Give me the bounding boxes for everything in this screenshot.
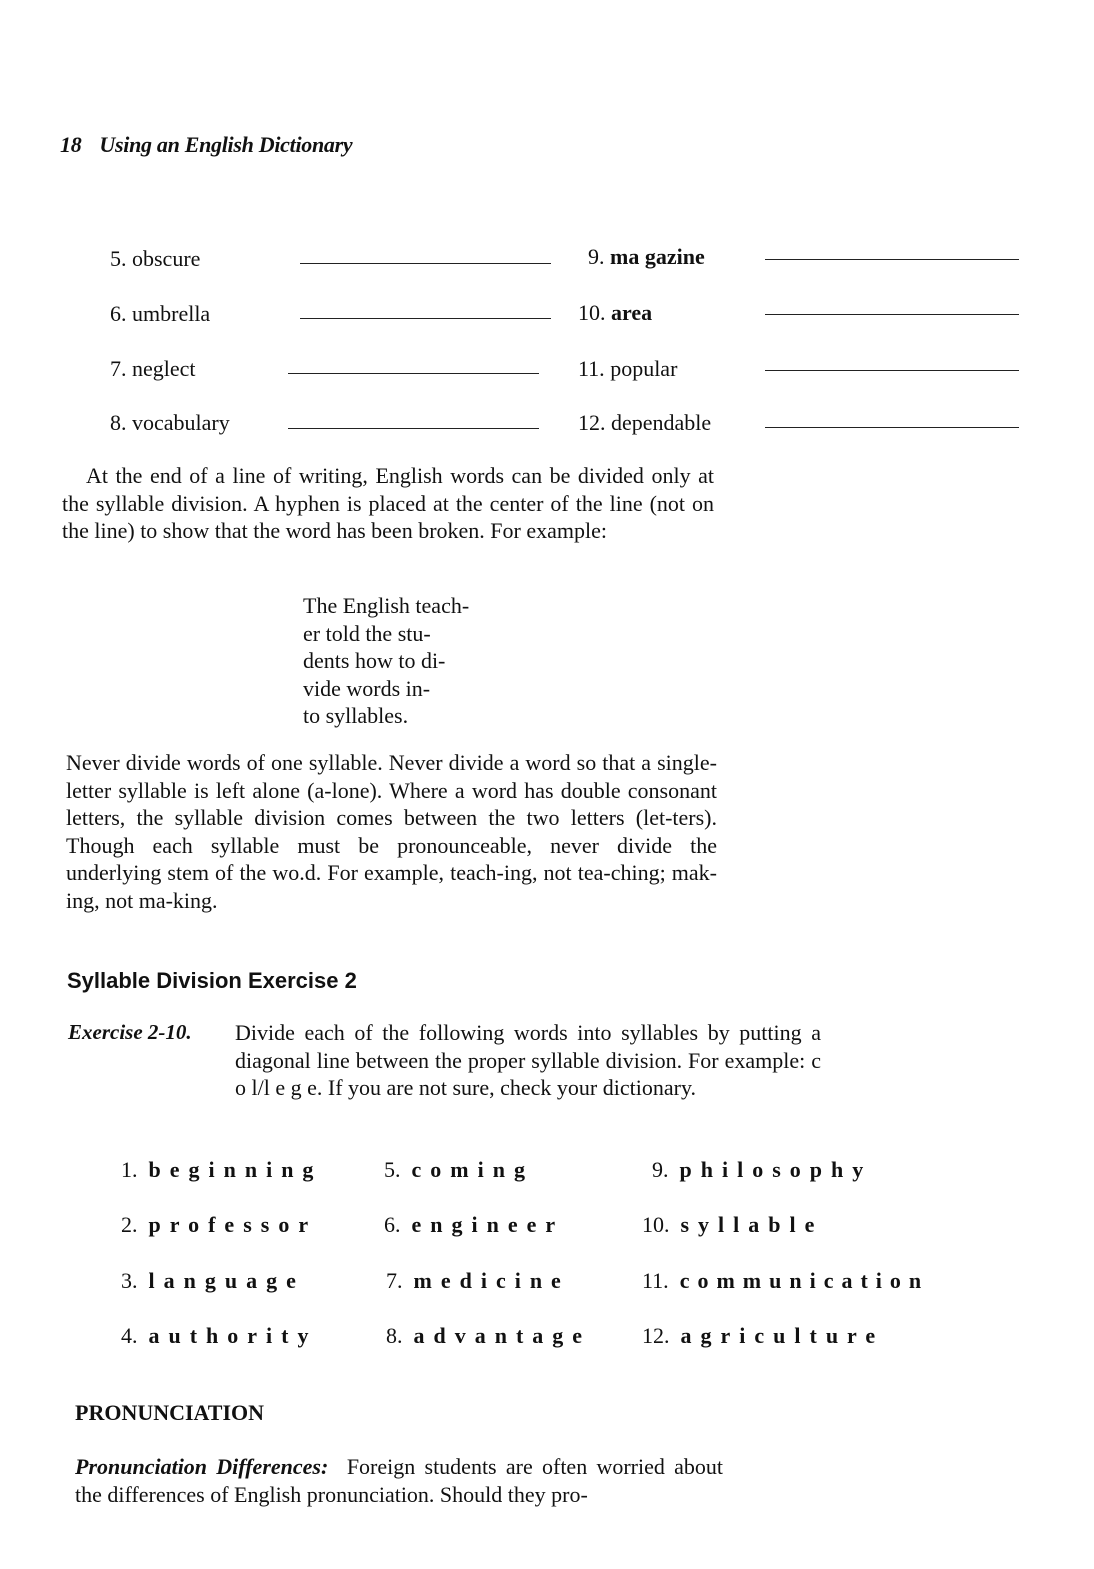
item-word: engineer bbox=[411, 1212, 565, 1237]
item-number: 5. bbox=[384, 1157, 401, 1182]
syllable-word-item bbox=[642, 1268, 929, 1294]
item-word: umbrella bbox=[132, 301, 211, 326]
fill-in-item bbox=[588, 244, 705, 270]
item-number: 8. bbox=[386, 1323, 403, 1348]
example-line: vide words in- bbox=[303, 675, 431, 701]
division-intro-paragraph: At the end of a line of writing, English words can be divided only at the syllable division. A hyphen is placed at the center of the line (not on the line) to show that the word has been broken. For example: bbox=[62, 463, 714, 543]
book-title: Using an English Dictionary bbox=[99, 132, 353, 157]
example-line: to syllables. bbox=[303, 703, 409, 728]
pronunciation-paragraph bbox=[75, 1453, 723, 1508]
item-word: syllable bbox=[680, 1212, 824, 1237]
item-number: 10. bbox=[578, 300, 606, 325]
item-number: 12. bbox=[642, 1323, 670, 1348]
item-number: 6. bbox=[384, 1212, 401, 1237]
item-number: 4. bbox=[121, 1323, 138, 1348]
pronunciation-lead: Pronunciation Differences: bbox=[75, 1454, 329, 1479]
item-word: professor bbox=[148, 1212, 318, 1237]
syllable-word-item bbox=[642, 1323, 884, 1349]
example-line: er told the stu- bbox=[303, 620, 431, 646]
item-word: area bbox=[611, 300, 653, 325]
answer-blank[interactable] bbox=[765, 427, 1019, 428]
answer-blank[interactable] bbox=[765, 370, 1019, 371]
item-word: coming bbox=[411, 1157, 534, 1182]
fill-in-item bbox=[110, 410, 230, 436]
division-rules-paragraph: Never divide words of one syllable. Never divide a word so that a single-letter syllable is left alone (a-lone). Where a word has double consonant letters, the syllable division comes between the two letters (let-ters). Though each syllable must be pronounceable, never divide the underlying stem of the wo.d. For example, teach-ing, not tea-ching; mak-ing, not ma-king. bbox=[66, 750, 717, 913]
section-title: Syllable Division Exercise 2 bbox=[67, 968, 357, 993]
item-number: 2. bbox=[121, 1212, 138, 1237]
hyphenation-example bbox=[303, 592, 513, 730]
item-word: language bbox=[148, 1268, 305, 1293]
item-word: philosophy bbox=[679, 1157, 873, 1182]
answer-blank[interactable] bbox=[300, 263, 551, 264]
answer-blank[interactable] bbox=[765, 314, 1019, 315]
running-header bbox=[60, 132, 352, 158]
syllable-word-item bbox=[121, 1323, 318, 1349]
item-number: 1. bbox=[121, 1157, 138, 1182]
item-word: ma gazine bbox=[610, 244, 705, 269]
syllable-word-item bbox=[386, 1323, 591, 1349]
example-line: The English teach- bbox=[303, 593, 470, 618]
item-word: medicine bbox=[413, 1268, 570, 1293]
fill-in-item bbox=[578, 356, 677, 382]
page-number: 18 bbox=[60, 132, 82, 157]
exercise-label: Exercise 2-10. bbox=[68, 1020, 192, 1044]
item-word: neglect bbox=[132, 356, 196, 381]
syllable-word-item bbox=[384, 1212, 564, 1238]
answer-blank[interactable] bbox=[300, 318, 551, 319]
item-word: obscure bbox=[132, 246, 201, 271]
answer-blank[interactable] bbox=[288, 373, 539, 374]
pronunciation-text: Foreign students are often worried about the differences of English pronunciation. Should they pro- bbox=[75, 1454, 723, 1507]
item-word: advantage bbox=[413, 1323, 592, 1348]
item-number: 9. bbox=[588, 244, 605, 269]
syllable-word-item bbox=[652, 1157, 872, 1183]
example-line: dents how to di- bbox=[303, 648, 446, 673]
item-number: 10. bbox=[642, 1212, 670, 1237]
item-number: 7. bbox=[386, 1268, 403, 1293]
item-number: 6. bbox=[110, 301, 127, 326]
fill-in-item bbox=[110, 301, 210, 327]
item-word: vocabulary bbox=[132, 410, 230, 435]
item-word: agriculture bbox=[680, 1323, 885, 1348]
fill-in-item bbox=[578, 410, 711, 436]
item-number: 12. bbox=[578, 410, 606, 435]
fill-in-item bbox=[110, 356, 196, 382]
answer-blank[interactable] bbox=[765, 259, 1019, 260]
item-word: dependable bbox=[611, 410, 712, 435]
syllable-word-item bbox=[642, 1212, 823, 1238]
syllable-word-item bbox=[121, 1212, 317, 1238]
item-number: 8. bbox=[110, 410, 127, 435]
item-number: 11. bbox=[578, 356, 605, 381]
answer-blank[interactable] bbox=[288, 428, 539, 429]
item-word: authority bbox=[148, 1323, 318, 1348]
item-word: beginning bbox=[148, 1157, 323, 1182]
item-number: 5. bbox=[110, 246, 127, 271]
item-number: 7. bbox=[110, 356, 127, 381]
fill-in-item bbox=[578, 300, 652, 326]
item-word: communication bbox=[679, 1268, 930, 1293]
syllable-word-item bbox=[386, 1268, 570, 1294]
item-word: popular bbox=[610, 356, 678, 381]
pronunciation-heading: PRONUNCIATION bbox=[75, 1400, 265, 1425]
syllable-word-item bbox=[121, 1157, 322, 1183]
syllable-word-item bbox=[121, 1268, 305, 1294]
item-number: 3. bbox=[121, 1268, 138, 1293]
exercise-instructions: Divide each of the following words into syllables by putting a diagonal line between the proper syllable division. For example: c o l/l e g e. If you are not sure, check your dictionary. bbox=[235, 1020, 821, 1100]
syllable-word-item bbox=[384, 1157, 534, 1183]
item-number: 9. bbox=[652, 1157, 669, 1182]
item-number: 11. bbox=[642, 1268, 669, 1293]
fill-in-item bbox=[110, 246, 200, 272]
